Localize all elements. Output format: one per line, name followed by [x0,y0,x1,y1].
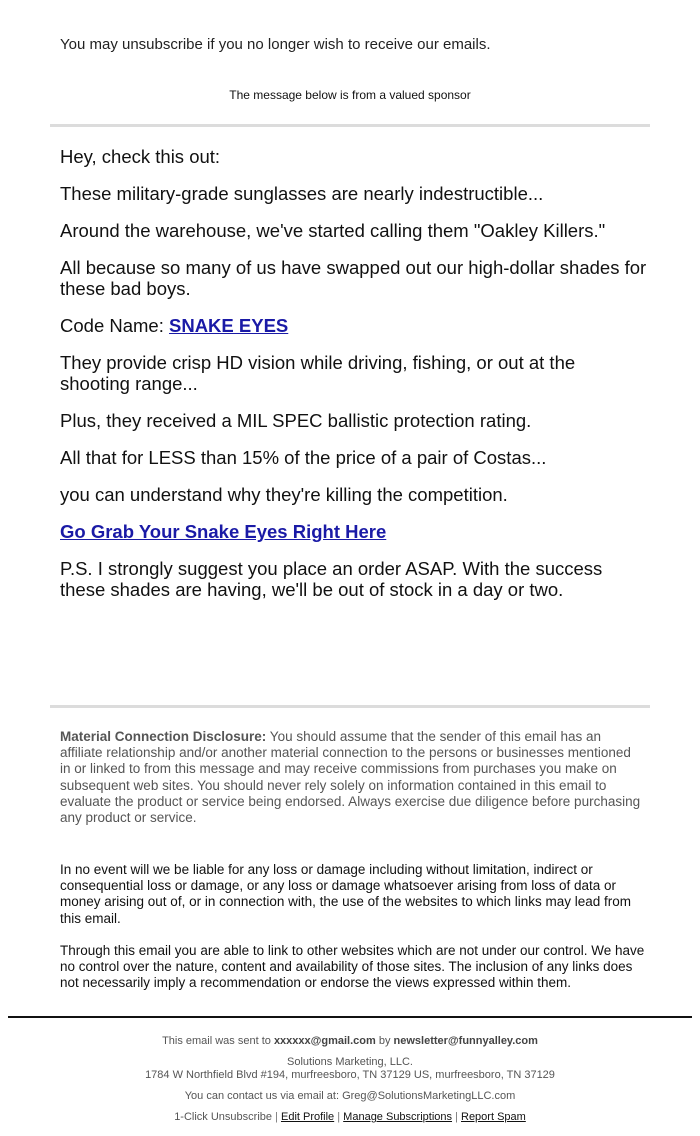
company-block [0,1056,700,1082]
company-address: 1784 W Northfield Blvd #194, murfreesboro, TN 37129 US, murfreesboro, TN 37129 [145,1069,555,1081]
unsubscribe-note: You may unsubscribe if you no longer wish to receive our emails. [60,36,491,53]
message-body [60,146,650,616]
external-links-paragraph: Through this email you are able to link to other websites which are not under our control. We have no control over the nature, content and availability of those sites. The inclusion of any links does not necessarily imply a recommendation or endorse the views expressed within them. [60,942,645,991]
cta-link[interactable]: Go Grab Your Snake Eyes Right Here [60,521,387,542]
message-paragraph: All that for LESS than 15% of the price of a pair of Costas... [60,447,547,468]
cta-line [60,521,650,542]
sent-by: by [375,1035,394,1047]
message-paragraph: These military-grade sunglasses are nearly indestructible... [60,183,544,204]
one-click-unsubscribe-link[interactable]: 1-Click Unsubscribe [174,1111,272,1123]
footer [0,1035,700,1132]
message-paragraph: you can understand why they're killing the competition. [60,484,508,505]
message-paragraph: They provide crisp HD vision while driving, fishing, or out at the shooting range... [60,352,576,394]
code-name-line [60,315,650,336]
edit-profile-link[interactable]: Edit Profile [280,1111,335,1123]
separator: | [452,1111,461,1123]
contact-line: You can contact us via email at: Greg@SolutionsMarketingLLC.com [184,1090,516,1102]
message-paragraph: Around the warehouse, we've started calling them "Oakley Killers." [60,220,606,241]
sent-prefix: This email was sent to [162,1035,274,1047]
manage-subscriptions-link[interactable]: Manage Subscriptions [343,1111,453,1123]
sent-to-line [0,1035,700,1048]
material-disclosure [60,729,645,826]
disclosure-text: You should assume that the sender of this email has an affiliate relationship and/or another material connection to the persons or businesses mentioned in or linked to from this message and may receive commissions from purchases you make on subsequent web sites. You should never rely solely on information contained in this email to evaluate the product or service being endorsed. Always exercise due diligence before purchasing any product or service. [60,729,641,826]
postscript: P.S. I strongly suggest you place an order ASAP. With the success these shades are having, we'll be out of stock in a day or two. [60,558,603,600]
code-name-label: Code Name: [60,315,169,336]
sponsor-note: The message below is from a valued sponsor [229,88,471,102]
company-name: Solutions Marketing, LLC. [287,1056,413,1068]
disclosure-label: Material Connection Disclosure: [60,729,267,744]
recipient-email: xxxxxx@gmail.com [273,1035,376,1047]
report-spam-link[interactable]: Report Spam [461,1111,526,1123]
separator: | [334,1111,344,1123]
legal-notice [60,862,645,1007]
snake-eyes-link[interactable]: SNAKE EYES [169,315,289,336]
message-paragraph: All because so many of us have swapped out our high-dollar shades for these bad boys. [60,257,647,299]
sender-email: newsletter@funnyalley.com [393,1035,538,1047]
divider-middle [50,705,650,708]
footer-links [0,1111,700,1124]
separator: | [272,1111,281,1123]
liability-paragraph: In no event will we be liable for any loss or damage including without limitation, indirect or consequential loss or damage, or any loss or damage whatsoever arising from loss of data or money arising out of, or in connection with, the use of the websites to which links may lead from this email. [60,862,632,926]
message-paragraph: Plus, they received a MIL SPEC ballistic protection rating. [60,410,532,431]
divider-footer [8,1016,692,1018]
divider-top [50,124,650,127]
greeting: Hey, check this out: [60,146,221,167]
